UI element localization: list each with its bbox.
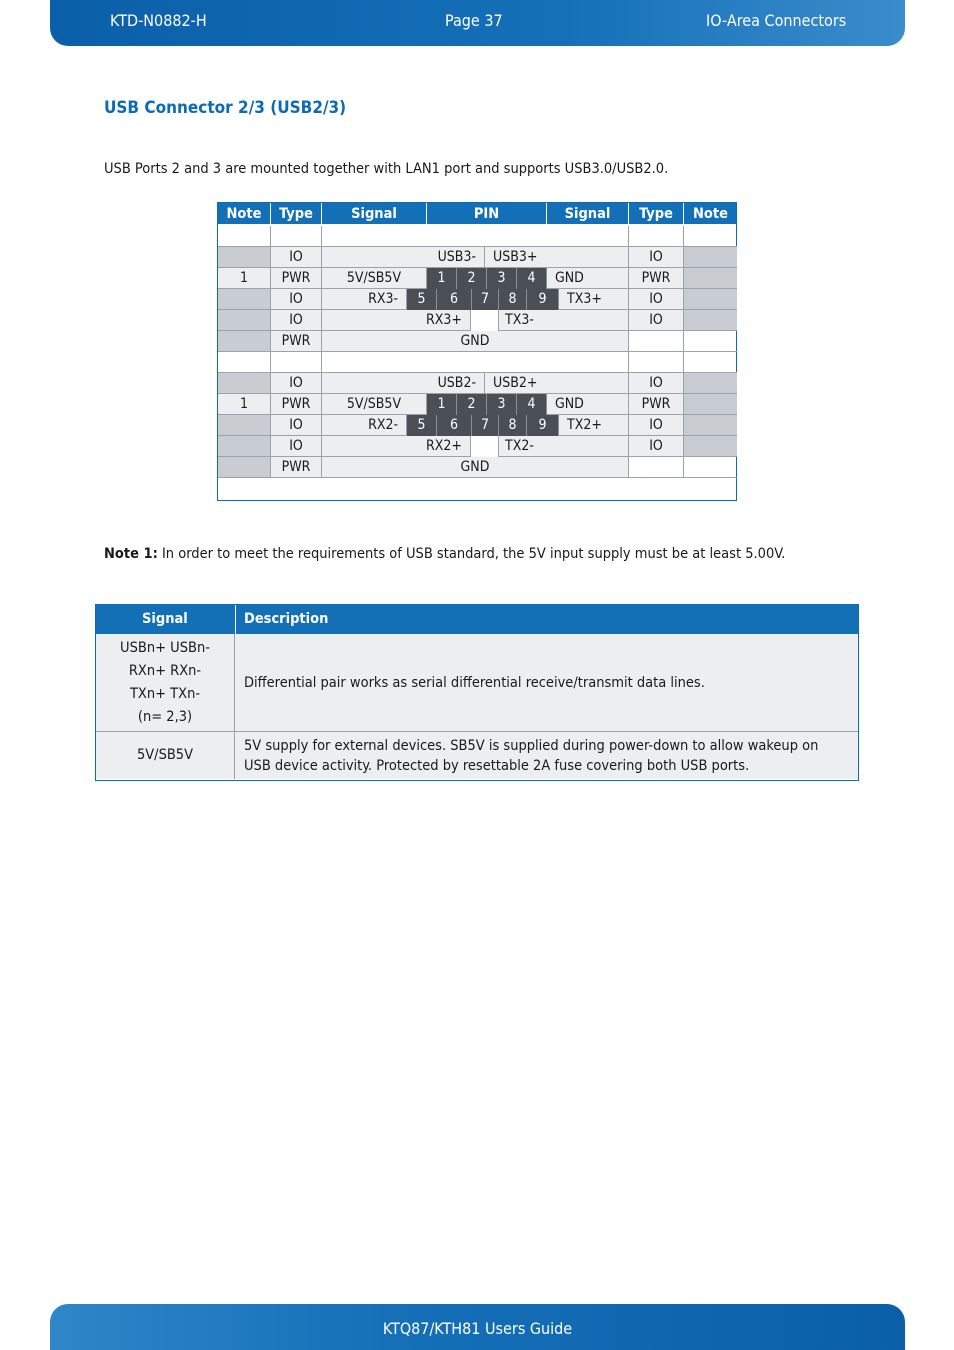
desc-table-header [96,605,858,634]
type-cell: IO [629,436,684,457]
pin-number: 4 [517,394,547,415]
signal-cell: RX3- [322,289,407,310]
note-text: In order to meet the requirements of USB standard, the 5V input supply must be at least 5.00V. [157,546,786,562]
table-row [218,331,736,352]
intro-text: USB Ports 2 and 3 are mounted together with LAN1 port and supports USB3.0/USB2.0. [104,161,669,177]
type-cell: IO [271,247,322,268]
table-row [218,394,736,415]
signal-description-table [95,604,859,781]
th-type: Type [629,203,684,226]
signal-cell: USB3- [322,247,485,268]
spacer-row [218,226,736,247]
th-description: Description [244,611,329,627]
signal-cell: TX2+ [559,415,629,436]
signal-cell: RX2- [322,415,407,436]
signal-cell: TX2- [499,436,629,457]
pin-number: 2 [457,268,487,289]
spacer-row [218,352,736,373]
signal-cell: GND [322,331,629,352]
pin-number: 8 [499,289,527,310]
th-signal: Signal [322,203,427,226]
note-1 [104,546,785,562]
signal-cell: USB2- [322,373,485,394]
th-note: Note [218,203,271,226]
description-cell: Differential pair works as serial differential receive/transmit data lines. [244,674,705,691]
type-cell: PWR [629,394,684,415]
page-number: Page 37 [445,11,503,30]
signal-cell: 5V/SB5V [322,268,427,289]
pin-number: 7 [472,415,499,436]
note-label: Note 1: [104,546,158,562]
type-cell: PWR [271,457,322,478]
signal-cell: GND [547,268,629,289]
pin-number: 5 [407,415,437,436]
table-row [96,634,858,732]
th-signal: Signal [142,611,188,627]
doc-id: KTD-N0882-H [110,11,207,30]
pin-table-header [218,203,736,224]
pin-number: 6 [437,289,472,310]
pin-number: 6 [437,415,472,436]
pin-number: 5 [407,289,437,310]
table-row [96,732,858,779]
table-row [218,457,736,478]
type-cell: PWR [271,268,322,289]
type-cell: IO [629,373,684,394]
th-signal: Signal [547,203,629,226]
type-cell: IO [629,247,684,268]
signal-cell [96,732,235,779]
table-row [218,310,736,331]
pin-number: 9 [527,415,559,436]
pin-table [217,202,737,501]
pin-number: 1 [427,268,457,289]
th-note: Note [693,206,728,222]
type-cell: IO [271,289,322,310]
signal-cell: TX3+ [559,289,629,310]
description-cell: 5V supply for external devices. SB5V is supplied during power-down to allow wakeup on USB device activity. Protected by resettable 2A fuse covering both USB ports. [244,737,819,774]
signal-cell: 5V/SB5V [322,394,427,415]
pin-number: 8 [499,415,527,436]
guide-title: KTQ87/KTH81 Users Guide [382,1319,573,1338]
signal-cell: GND [547,394,629,415]
type-cell: PWR [629,268,684,289]
signal-cell: TX3- [499,310,629,331]
signal-cell: RX2+ [322,436,471,457]
table-row [218,415,736,436]
signal-cell [96,634,235,731]
pin-number: 7 [472,289,499,310]
signal-cell: RX3+ [322,310,471,331]
type-cell: IO [629,310,684,331]
page-header [50,0,905,46]
signal-line: 5V/SB5V [136,747,194,763]
type-cell: IO [271,436,322,457]
table-row [218,268,736,289]
th-type: Type [271,203,322,226]
type-cell: IO [271,415,322,436]
pin-number: 3 [487,394,517,415]
signal-line: TXn+ TXn- [129,685,201,702]
signal-line: RXn+ RXn- [128,662,202,679]
page-footer [50,1304,905,1350]
pin-number: 2 [457,394,487,415]
table-row [218,289,736,310]
type-cell: IO [271,310,322,331]
note-cell: 1 [218,394,271,415]
signal-cell: USB3+ [485,247,629,268]
signal-line: (n= 2,3) [137,708,193,725]
type-cell: IO [629,415,684,436]
type-cell: IO [271,373,322,394]
pin-number: 1 [427,394,457,415]
type-cell: IO [629,289,684,310]
table-row [218,373,736,394]
pin-number: 3 [487,268,517,289]
th-pin: PIN [427,203,547,226]
table-row [218,247,736,268]
signal-cell: USB2+ [485,373,629,394]
pin-number: 4 [517,268,547,289]
type-cell: PWR [271,394,322,415]
note-cell: 1 [218,268,271,289]
section-title: USB Connector 2/3 (USB2/3) [104,98,347,118]
pin-number: 9 [527,289,559,310]
table-row [218,436,736,457]
chapter-title: IO-Area Connectors [706,11,847,30]
signal-line: USBn+ USBn- [120,639,210,656]
type-cell: PWR [271,331,322,352]
signal-cell: GND [322,457,629,478]
